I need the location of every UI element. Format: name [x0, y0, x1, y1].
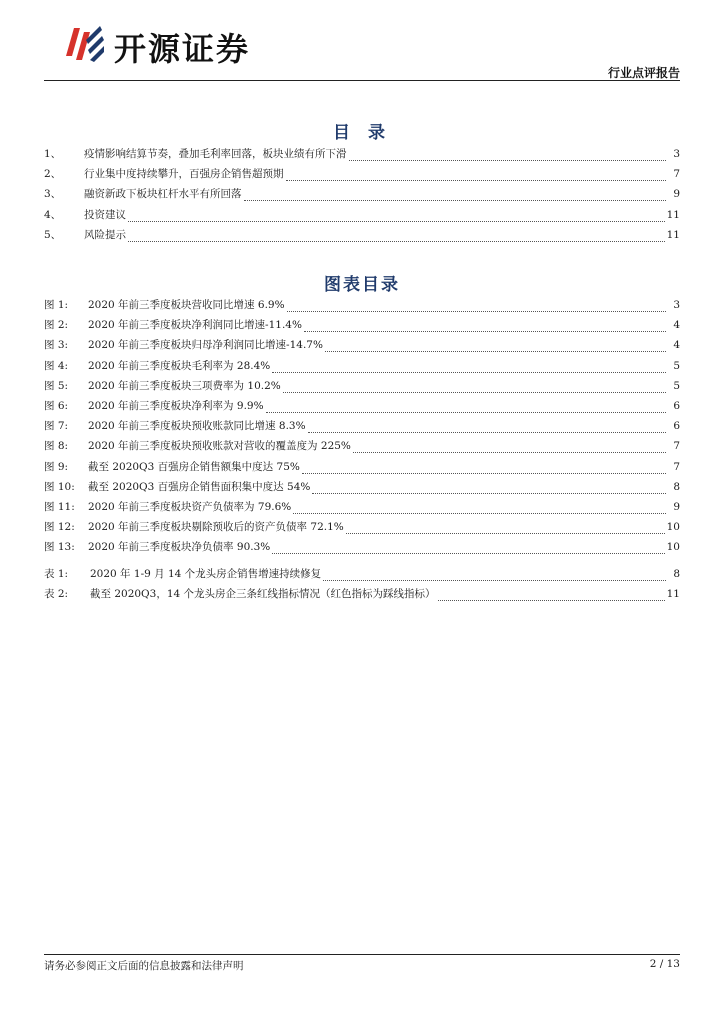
figure-entry-page: 10	[666, 521, 680, 534]
figure-entry[interactable]	[44, 297, 680, 317]
header-divider	[44, 80, 680, 81]
toc-entry-title: 行业集中度持续攀升，百强房企销售超预期	[84, 168, 284, 181]
brand-logo	[60, 20, 280, 68]
table-entry[interactable]	[44, 566, 680, 586]
figure-entry-number: 图 3:	[44, 339, 69, 352]
toc-entry-page: 11	[666, 228, 680, 241]
toc-leader-dots	[244, 191, 667, 201]
toc-entry-number: 1、	[44, 148, 62, 160]
toc-entry[interactable]	[44, 207, 680, 227]
toc-leader-dots	[438, 591, 665, 601]
toc-entry-number: 5、	[44, 228, 62, 241]
figure-entry[interactable]	[44, 418, 680, 438]
toc-entry-title: 疫情影响结算节奏，叠加毛利率回落，板块业绩有所下滑	[84, 148, 347, 160]
toc-entry-page: 9	[673, 188, 680, 201]
figure-entry-title: 2020 年前三季度板块营收同比增速 6.9%	[88, 299, 285, 311]
page-header	[0, 0, 724, 82]
table-entry[interactable]	[44, 586, 680, 606]
figures-list	[44, 297, 680, 559]
toc-leader-dots	[308, 423, 666, 433]
toc-leader-dots	[283, 383, 666, 393]
toc-leader-dots	[312, 484, 666, 494]
toc-leader-dots	[272, 544, 664, 554]
toc-entry-title: 融资新政下板块杠杆水平有所回落	[84, 188, 242, 201]
figure-entry-number: 图 5:	[44, 379, 69, 392]
figure-entry[interactable]	[44, 459, 680, 479]
figure-entry[interactable]	[44, 479, 680, 499]
table-entry-number: 表 2:	[44, 588, 69, 601]
figure-entry[interactable]	[44, 378, 680, 398]
page-number: 2 / 13	[649, 958, 680, 970]
toc-title: 目 录	[333, 123, 391, 143]
figure-entry-number: 图 12:	[44, 521, 75, 534]
figure-entry-page: 8	[673, 480, 680, 493]
figure-entry-number: 图 11:	[44, 500, 75, 513]
toc-leader-dots	[353, 443, 666, 453]
figure-entry-title: 2020 年前三季度板块净利润同比增速-11.4%	[88, 319, 302, 332]
figure-entry-page: 5	[673, 359, 680, 372]
figure-entry-title: 2020 年前三季度板块毛利率为 28.4%	[88, 359, 271, 372]
tables-list	[44, 566, 680, 606]
toc-leader-dots	[128, 232, 665, 242]
toc-entry[interactable]	[44, 146, 680, 166]
figure-entry-number: 图 1:	[44, 299, 69, 311]
figure-entry[interactable]	[44, 358, 680, 378]
footer-divider	[44, 954, 680, 955]
figure-entry-number: 图 6:	[44, 399, 69, 412]
toc-leader-dots	[304, 322, 666, 332]
toc-entry-page: 3	[673, 148, 680, 160]
figure-entry-title: 2020 年前三季度板块预收账款同比增速 8.3%	[88, 420, 306, 433]
figure-entry-page: 5	[673, 379, 680, 392]
figure-entry-page: 7	[673, 460, 680, 473]
figure-entry-number: 图 13:	[44, 541, 75, 554]
toc-list	[44, 146, 680, 247]
figure-entry-title: 截至 2020Q3 百强房企销售额集中度达 75%	[88, 460, 300, 473]
toc-leader-dots	[349, 151, 667, 161]
toc-entry[interactable]	[44, 186, 680, 206]
table-entry-page: 8	[673, 568, 680, 580]
toc-entry-number: 2、	[44, 168, 62, 181]
disclaimer-notice: 请务必参阅正文后面的信息披露和法律声明	[44, 960, 244, 972]
figure-entry[interactable]	[44, 317, 680, 337]
toc-leader-dots	[325, 342, 666, 352]
toc-leader-dots	[286, 171, 667, 181]
toc-leader-dots	[323, 571, 666, 581]
figure-entry-page: 7	[673, 440, 680, 453]
figure-entry-title: 2020 年前三季度板块三项费率为 10.2%	[88, 379, 281, 392]
toc-entry-number: 4、	[44, 208, 62, 221]
toc-leader-dots	[293, 504, 666, 514]
figure-entry-number: 图 9:	[44, 460, 69, 473]
figure-entry-number: 图 10:	[44, 480, 75, 493]
figure-entry-title: 2020 年前三季度板块净利率为 9.9%	[88, 399, 264, 412]
figure-entry-title: 2020 年前三季度板块净负债率 90.3%	[88, 541, 271, 554]
figure-entry-number: 图 4:	[44, 359, 69, 372]
figure-entry[interactable]	[44, 337, 680, 357]
figure-entry-page: 6	[673, 399, 680, 412]
figure-entry-page: 3	[673, 299, 680, 311]
toc-leader-dots	[302, 464, 666, 474]
toc-leader-dots	[128, 212, 665, 222]
toc-entry-number: 3、	[44, 188, 62, 201]
toc-entry[interactable]	[44, 227, 680, 247]
figure-entry[interactable]	[44, 499, 680, 519]
toc-leader-dots	[287, 302, 666, 312]
figure-entry-title: 2020 年前三季度板块预收账款对营收的覆盖度为 225%	[88, 440, 351, 453]
figure-entry[interactable]	[44, 539, 680, 559]
figure-entry-title: 2020 年前三季度板块剔除预收后的资产负债率 72.1%	[88, 521, 344, 534]
toc-leader-dots	[346, 524, 665, 534]
figure-entry-number: 图 2:	[44, 319, 69, 332]
figure-entry-number: 图 7:	[44, 420, 69, 433]
table-entry-title: 截至 2020Q3，14 个龙头房企三条红线指标情况（红色指标为踩线指标）	[90, 588, 436, 601]
toc-entry-page: 7	[673, 168, 680, 181]
figure-entry-title: 2020 年前三季度板块归母净利润同比增速-14.7%	[88, 339, 323, 352]
figure-entry-title: 截至 2020Q3 百强房企销售面积集中度达 54%	[88, 480, 311, 493]
figure-entry-page: 4	[673, 339, 680, 352]
report-type-label: 行业点评报告	[607, 66, 680, 80]
toc-leader-dots	[272, 363, 666, 373]
toc-leader-dots	[266, 403, 666, 413]
figure-entry[interactable]	[44, 438, 680, 458]
toc-entry[interactable]	[44, 166, 680, 186]
table-entry-page: 11	[666, 588, 680, 601]
table-entry-title: 2020 年 1-9 月 14 个龙头房企销售增速持续修复	[90, 568, 322, 580]
figure-entry-page: 4	[673, 319, 680, 332]
figure-entry-title: 2020 年前三季度板块资产负债率为 79.6%	[88, 500, 292, 513]
kaiyuan-logo-icon	[60, 20, 106, 66]
figure-entry-number: 图 8:	[44, 440, 69, 453]
figure-entry[interactable]	[44, 398, 680, 418]
figure-entry-page: 6	[673, 420, 680, 433]
figure-entry-page: 10	[666, 541, 680, 554]
figure-entry-page: 9	[673, 500, 680, 513]
toc-entry-title: 风险提示	[84, 228, 126, 241]
toc-entry-title: 投资建议	[84, 208, 126, 221]
toc-entry-page: 11	[666, 208, 680, 221]
figure-entry[interactable]	[44, 519, 680, 539]
figures-list-title: 图表目录	[324, 275, 400, 295]
table-entry-number: 表 1:	[44, 568, 69, 580]
brand-name: 开源证券	[114, 30, 251, 68]
